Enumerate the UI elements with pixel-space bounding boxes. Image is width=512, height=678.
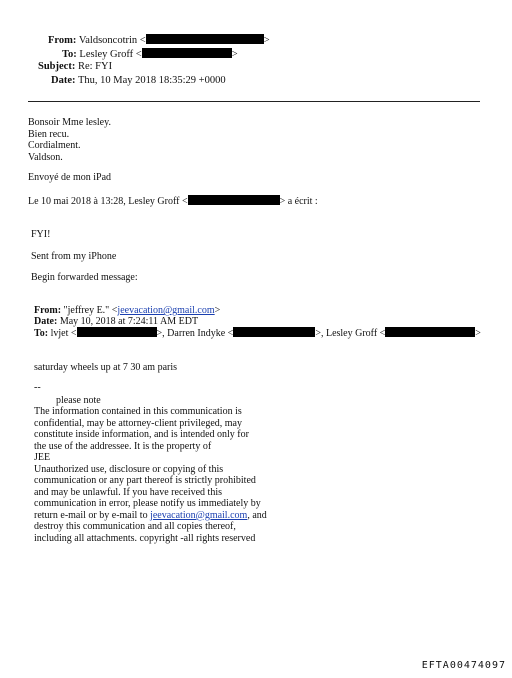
disclaimer-line: communication or any part thereof is strictly prohibited bbox=[34, 475, 256, 486]
redaction-box bbox=[146, 34, 264, 44]
subject-label: Subject: bbox=[38, 61, 76, 72]
redaction-box bbox=[142, 48, 232, 58]
fwd-from-email-link[interactable]: jeevacation@gmail.com bbox=[117, 305, 215, 316]
date-line bbox=[51, 75, 226, 86]
disclaimer-line: communication in error, please notify us immediately by bbox=[34, 498, 261, 509]
redaction-box bbox=[77, 327, 157, 337]
fwd-to-line: To: lvjet < >, Darren Indyke < >, Lesley Groff < > bbox=[34, 328, 481, 339]
fwd-date-line: Date: May 10, 2018 at 7:24:11 AM EDT bbox=[34, 316, 199, 327]
redaction-box bbox=[188, 195, 280, 205]
signature-separator: -- bbox=[34, 382, 41, 393]
reply-line: Bonsoir Mme lesley. bbox=[28, 117, 111, 128]
disclaimer-line: confidential, may be attorney-client privileged, may bbox=[34, 417, 242, 429]
bates-number: EFTA00474097 bbox=[421, 660, 506, 671]
disclaimer-email-link[interactable]: jeevacation@gmail.com bbox=[150, 509, 248, 521]
please-note: please note bbox=[56, 395, 101, 406]
reply-line: Valdson. bbox=[28, 151, 63, 163]
reply-signature: Envoyé de mon iPad bbox=[28, 172, 112, 183]
message-body: saturday wheels up at 7 30 am paris bbox=[34, 362, 178, 373]
subject-value: Re: FYI bbox=[77, 61, 113, 72]
disclaimer-line: destroy this communication and all copies thereof, bbox=[34, 521, 236, 532]
quote-attribution: Le 10 mai 2018 à 13:28, Lesley Groff < > a écrit : bbox=[28, 196, 318, 207]
quoted-fyi: FYI! bbox=[31, 229, 51, 240]
quoted-forwarded: Begin forwarded message: bbox=[31, 272, 138, 283]
date-label: Date: bbox=[51, 75, 76, 86]
disclaimer-line: the use of the addressee. It is the property of bbox=[34, 440, 212, 452]
subject-line bbox=[38, 61, 112, 72]
date-value: Thu, 10 May 2018 18:35:29 +0000 bbox=[77, 75, 226, 86]
reply-text bbox=[28, 117, 111, 163]
disclaimer bbox=[34, 406, 267, 544]
reply-line: Cordialment. bbox=[28, 140, 81, 151]
to-label: To: bbox=[62, 49, 77, 60]
disclaimer-line: including all attachments. copyright -all rights reserved bbox=[34, 532, 256, 544]
from-line: From: Valdsoncotrin < > bbox=[48, 35, 270, 46]
redaction-box bbox=[233, 327, 315, 337]
quoted-sent-from: Sent from my iPhone bbox=[31, 251, 117, 262]
disclaimer-line: JEE bbox=[34, 452, 51, 463]
header-divider bbox=[28, 101, 480, 102]
disclaimer-line: and may be unlawful. If you have received this bbox=[34, 486, 222, 498]
from-name: Valdsoncotrin < bbox=[78, 35, 146, 46]
disclaimer-line: return e-mail or by e-mail to jeevacation@gmail.com, and bbox=[34, 509, 267, 521]
to-name: Lesley Groff < bbox=[79, 49, 142, 60]
disclaimer-line: constitute inside information, and is intended only for bbox=[34, 429, 249, 440]
fwd-from-line: From: "jeffrey E." <jeevacation@gmail.com> bbox=[34, 305, 221, 316]
to-line: To: Lesley Groff < > bbox=[62, 49, 238, 60]
disclaimer-line: Unauthorized use, disclosure or copying of this bbox=[34, 463, 224, 475]
from-label: From: bbox=[48, 35, 77, 46]
reply-line: Bien recu. bbox=[28, 128, 70, 140]
redaction-box bbox=[385, 327, 475, 337]
disclaimer-line: The information contained in this communication is bbox=[34, 406, 242, 417]
